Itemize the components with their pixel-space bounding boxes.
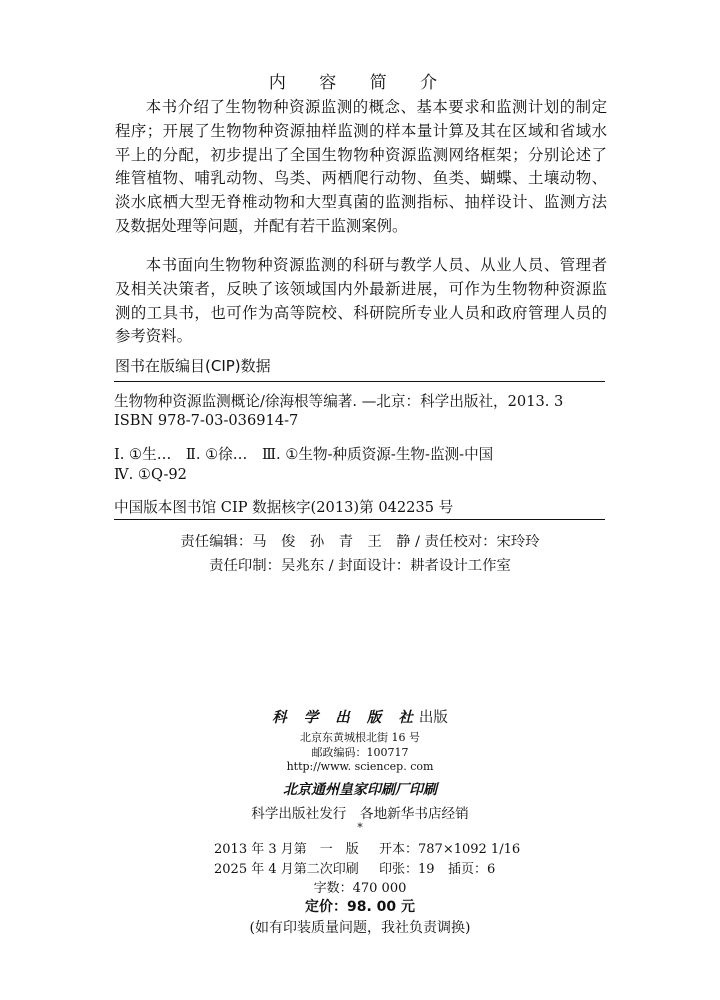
first-edition: 2013 年 3 月第 一 版 <box>214 842 359 857</box>
production-credits: 责任印制：吴兆东 / 封面设计：耕者设计工作室 <box>209 558 511 574</box>
printer-line: 北京通州皇家印刷厂印刷 <box>283 782 437 798</box>
publisher-postcode: 邮政编码：100717 <box>311 746 409 759</box>
cip-top-rule <box>114 381 605 382</box>
cip-bottom-rule <box>114 519 605 520</box>
editor-credits: 责任编辑：马 俊 孙 青 王 静 / 责任校对：宋玲玲 <box>180 534 540 550</box>
publisher-suffix: 出版 <box>418 710 448 726</box>
cip-heading: 图书在版编目(CIP)数据 <box>115 357 271 375</box>
distribution-line: 科学出版社发行 各地新华书店经销 <box>251 806 469 822</box>
cip-line-5: 中国版本图书馆 CIP 数据核字(2013)第 042235 号 <box>114 499 454 516</box>
price: 定价：98. 00 元 <box>304 899 416 915</box>
intro-paragraph-1: 本书介绍了生物物种资源监测的概念、基本要求和监测计划的制定程序；开展了生物物种资源抽样监测的样本量计算及其在区域和省域水平上的分配，初步提出了全国生物物种资源监测网络框架；分别论述了维管植物、哺乳动物、鸟类、两栖爬行动物、鱼类、蝴蝶、土壤动物、淡水底栖大型无脊椎动物和大型真菌的监测指标、抽样设计、监测方法及数据处理等问题，并配有若干监测案例。 <box>115 98 607 235</box>
reprint: 2025 年 4 月第二次印刷 <box>214 862 359 877</box>
cip-line-1: 生物物种资源监测概论/徐海根等编著. —北京：科学出版社，2013. 3 <box>114 393 564 410</box>
plates: 插页：6 <box>448 862 496 877</box>
separator-asterisk: * <box>357 821 363 834</box>
publisher-website: http://www. sciencep. com <box>286 760 434 773</box>
publisher-line <box>0 706 720 727</box>
publisher-address: 北京东黄城根北街 16 号 <box>300 731 420 744</box>
cip-line-4: Ⅳ. ①Q-92 <box>114 466 187 483</box>
cip-line-2: ISBN 978-7-03-036914-7 <box>114 412 299 429</box>
printed-sheets: 印张：19 <box>379 862 435 877</box>
publisher-name: 科 学 出 版 社 <box>272 709 419 726</box>
intro-paragraph-2: 本书面向生物物种资源监测的科研与教学人员、从业人员、管理者及相关决策者，反映了该领域国内外最新进展，可作为生物物种资源监测的工具书，也可作为高等院校、科研院所专业人员和政府管理人员的参考资料。 <box>115 256 607 346</box>
format: 开本：787×1092 1/16 <box>379 842 521 857</box>
cip-line-3: Ⅰ. ①生… Ⅱ. ①徐… Ⅲ. ①生物-种质资源-生物-监测-中国 <box>114 446 494 463</box>
page-title: 内 容 简 介 <box>268 73 452 93</box>
word-count: 字数：470 000 <box>313 881 407 896</box>
quality-note: (如有印装质量问题，我社负责调换) <box>249 920 471 936</box>
